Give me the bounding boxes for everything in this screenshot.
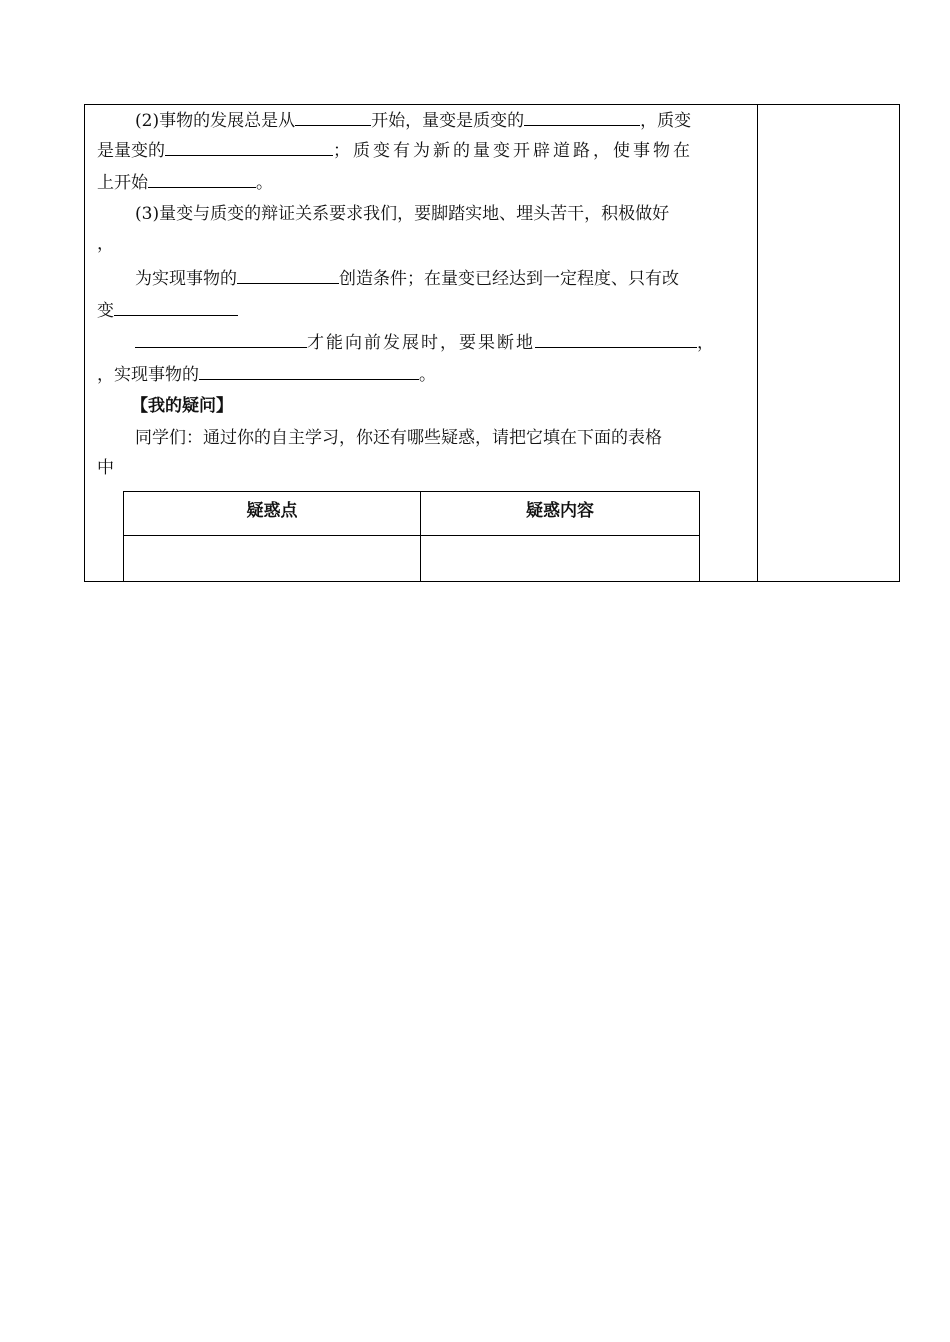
questions-heading: 【我的疑问】 <box>131 396 233 416</box>
para2-line3 <box>97 167 273 193</box>
worksheet-table <box>84 104 900 582</box>
questions-intro-line2: 中 <box>97 458 114 478</box>
para2-text: 。 <box>256 173 273 193</box>
fill-blank[interactable] <box>199 359 419 380</box>
fill-blank[interactable] <box>114 295 238 316</box>
para3-line5 <box>135 327 714 353</box>
para3-line3 <box>135 263 679 289</box>
para3-text: (3)量变与质变的辩证关系要求我们，要脚踏实地、埋头苦干，积极做好 <box>135 204 670 224</box>
para3-line4 <box>97 295 238 321</box>
para3-text: 为实现事物的 <box>135 269 237 289</box>
para3-text: 。 <box>419 365 436 385</box>
para2-text: 开始，量变是质变的 <box>371 111 525 131</box>
para2-text: (2)事物的发展总是从 <box>135 111 296 131</box>
fill-blank[interactable] <box>165 135 333 156</box>
para2-text: 是量变的 <box>97 141 165 161</box>
para3-text: ， <box>97 234 114 254</box>
para3-line6 <box>97 359 436 385</box>
fill-blank[interactable] <box>148 167 256 188</box>
para3-text: ， <box>697 333 714 353</box>
para2-text: 上开始 <box>97 173 148 193</box>
para2-line2 <box>97 135 693 161</box>
fill-blank[interactable] <box>237 263 339 284</box>
para3-text: 才能向前发展时，要果断地 <box>307 333 535 353</box>
table-cell-doubt-point[interactable] <box>124 536 420 582</box>
column-divider <box>757 105 758 581</box>
para3-text: 变 <box>97 301 114 321</box>
fill-blank[interactable] <box>535 327 697 348</box>
fill-blank[interactable] <box>135 327 307 348</box>
questions-table <box>123 491 700 582</box>
questions-intro-line1: 同学们：通过你的自主学习，你还有哪些疑惑，请把它填在下面的表格 <box>135 428 662 448</box>
fill-blank[interactable] <box>524 105 640 126</box>
para3-line2 <box>97 231 114 257</box>
table-header-doubt-point: 疑惑点 <box>246 501 298 521</box>
para2-text: ；质变有为新的量变开辟道路，使事物在 <box>333 141 693 161</box>
para2-text: ，质变 <box>640 111 692 131</box>
para3-line1 <box>135 201 669 227</box>
fill-blank[interactable] <box>295 105 371 126</box>
table-cell-doubt-content[interactable] <box>421 536 699 582</box>
para3-text: 创造条件；在量变已经达到一定程度、只有改 <box>339 269 679 289</box>
para2-line1 <box>135 105 691 131</box>
table-header-doubt-content: 疑惑内容 <box>526 501 594 521</box>
para3-text: ，实现事物的 <box>97 365 199 385</box>
